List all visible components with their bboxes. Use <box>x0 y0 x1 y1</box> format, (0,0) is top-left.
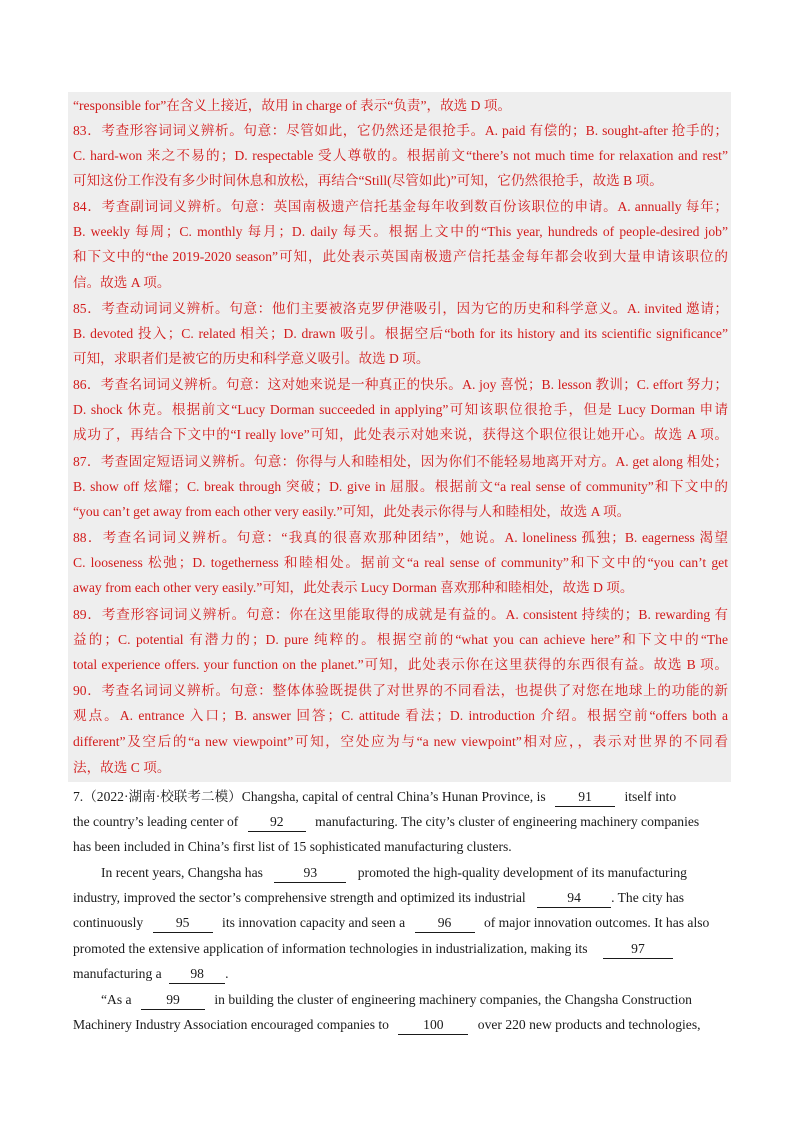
passage-line <box>73 989 728 1011</box>
passage-text: Machinery Industry Association encouraged companies to <box>73 1017 389 1032</box>
passage-line <box>73 963 728 985</box>
answer-line: 成功了，再结合下文中的“I really love”可知，此处表示对她来说，获得这个职位很让她开心。故选 A 项。 <box>73 427 728 442</box>
blank-98: 98 <box>169 965 225 984</box>
answer-line: different”及空后的“a new viewpoint”可知，空处应为与“a new viewpoint”相对应，，表示对世界的不同看 <box>73 734 728 749</box>
passage-text: manufacturing a <box>73 966 162 981</box>
passage-text: promoted the extensive application of information technologies in industrialization, making its <box>73 941 588 956</box>
passage-line <box>73 938 728 960</box>
answer-line: “responsible for”在含义上接近，故用 in charge of 表示“负责”，故选 D 项。 <box>73 98 512 113</box>
passage-text: 7.（2022·湖南·校联考二模）Changsha, capital of central China’s Hunan Province, is <box>73 789 546 804</box>
passage-text: in building the cluster of engineering machinery companies, the Changsha Construction <box>214 992 692 1007</box>
passage-line: has been included in China’s first list of 15 sophisticated manufacturing clusters. <box>73 839 512 854</box>
answer-line: C. hard-won 来之不易的；D. respectable 受人尊敬的。根据前文“there’s not much time for relaxation and rest” <box>73 148 728 163</box>
answer-line: 87．考查固定短语词义辨析。句意：你得与人和睦相处，因为你们不能轻易地离开对方。A. get along 相处； <box>73 454 728 469</box>
passage-text: its innovation capacity and seen a <box>222 915 406 930</box>
answer-line: B. weekly 每周；C. monthly 每月；D. daily 每天。根据上文中的“This year, hundreds of people-desired job” <box>73 224 728 239</box>
passage-text: the country’s leading center of <box>73 814 239 829</box>
passage-text: industry, improved the sector’s comprehensive strength and optimized its industrial <box>73 890 526 905</box>
answer-line: B. devoted 投入；C. related 相关；D. drawn 吸引。根据空后“both for its history and its scientific significance” <box>73 326 728 341</box>
answer-line: 信。故选 A 项。 <box>73 275 171 290</box>
blank-93: 93 <box>274 864 346 883</box>
answer-line: 86．考查名词词义辨析。句意：这对她来说是一种真正的快乐。A. joy 喜悦；B. lesson 教训；C. effort 努力； <box>73 377 728 392</box>
passage-line <box>73 1014 728 1036</box>
passage-line <box>73 811 728 833</box>
answer-line: away from each other very easily.”可知，此处表示 Lucy Dorman 喜欢那种和睦相处，故选 D 项。 <box>73 580 634 595</box>
blank-94: 94 <box>537 889 611 908</box>
answer-line: 90．考查名词词义辨析。句意：整体体验既提供了对世界的不同看法，也提供了对您在地球上的功能的新 <box>73 683 728 698</box>
answer-line: 83．考查形容词词义辨析。句意：尽管如此，它仍然还是很抢手。A. paid 有偿的；B. sought-after 抢手的； <box>73 123 728 138</box>
answer-line: 84．考查副词词义辨析。句意：英国南极遗产信托基金每年收到数百份该职位的申请。A. annually 每年； <box>73 199 728 214</box>
passage-text: In recent years, Changsha has <box>101 865 263 880</box>
blank-97: 97 <box>603 940 673 959</box>
answer-line: 85．考查动词词义辨析。句意：他们主要被洛克罗伊港吸引，因为它的历史和科学意义。A. invited 邀请； <box>73 301 728 316</box>
blank-99: 99 <box>141 991 205 1010</box>
passage-line <box>73 887 728 909</box>
answer-line: 可知，求职者们是被它的历史和科学意义吸引。故选 D 项。 <box>73 351 430 366</box>
blank-96: 96 <box>415 914 475 933</box>
blank-92: 92 <box>248 813 306 832</box>
answer-line: 法，故选 C 项。 <box>73 760 171 775</box>
blank-100: 100 <box>398 1016 468 1035</box>
answer-line: 益的；C. potential 有潜力的；D. pure 纯粹的。根据空前的“what you can achieve here”和下文中的“The <box>73 632 728 647</box>
answer-line: 89．考查形容词词义辨析。句意：你在这里能取得的成就是有益的。A. consistent 持续的；B. rewarding 有 <box>73 607 728 622</box>
answer-line: C. looseness 松弛；D. togetherness 和睦相处。据前文“a real sense of community”和下文中的“you can’t get <box>73 555 728 570</box>
passage-text: itself into <box>624 789 677 804</box>
passage-text: . The city has <box>611 890 685 905</box>
blank-91: 91 <box>555 788 615 807</box>
answer-line: 可知这份工作没有多少时间休息和放松，再结合“Still(尽管如此)”可知，它仍然很抢手，故选 B 项。 <box>73 173 663 188</box>
answer-line: total experience offers. your function on the planet.”可知，此处表示你在这里获得的东西很有益。故选 B 项。 <box>73 657 728 672</box>
passage-text: over 220 new products and technologies, <box>477 1017 701 1032</box>
answer-line: B. show off 炫耀；C. break through 突破；D. give in 屈服。根据前文“a real sense of community”和下文中的 <box>73 479 728 494</box>
passage-line <box>73 862 728 884</box>
passage-text: promoted the high-quality development of its manufacturing <box>357 865 687 880</box>
passage-line <box>73 912 728 934</box>
passage-text: “As a <box>101 992 132 1007</box>
answer-line: D. shock 休克。根据前文“Lucy Dorman succeeded in applying”可知该职位很抢手，但是 Lucy Dorman 申请 <box>73 402 728 417</box>
answer-line: 88．考查名词词义辨析。句意：“我真的很喜欢那种团结”，她说。A. loneliness 孤独；B. eagerness 渴望 <box>73 530 728 545</box>
passage-text: . <box>225 966 229 981</box>
passage-line <box>73 786 728 808</box>
answer-line: 观点。A. entrance 入口；B. answer 回答；C. attitude 看法；D. introduction 介绍。根据空前“offers both a <box>73 708 728 723</box>
answer-line: “you can’t get away from each other very easily.”可知，此处表示你得与人和睦相处，故选 A 项。 <box>73 504 631 519</box>
answer-line: 和下文中的“the 2019-2020 season”可知，此处表示英国南极遗产信托基金每年都会收到大量申请该职位的 <box>73 249 728 264</box>
passage-text: continuously <box>73 915 144 930</box>
passage-text: manufacturing. The city’s cluster of engineering machinery companies <box>315 814 700 829</box>
blank-95: 95 <box>153 914 213 933</box>
passage-text: of major innovation outcomes. It has also <box>483 915 710 930</box>
